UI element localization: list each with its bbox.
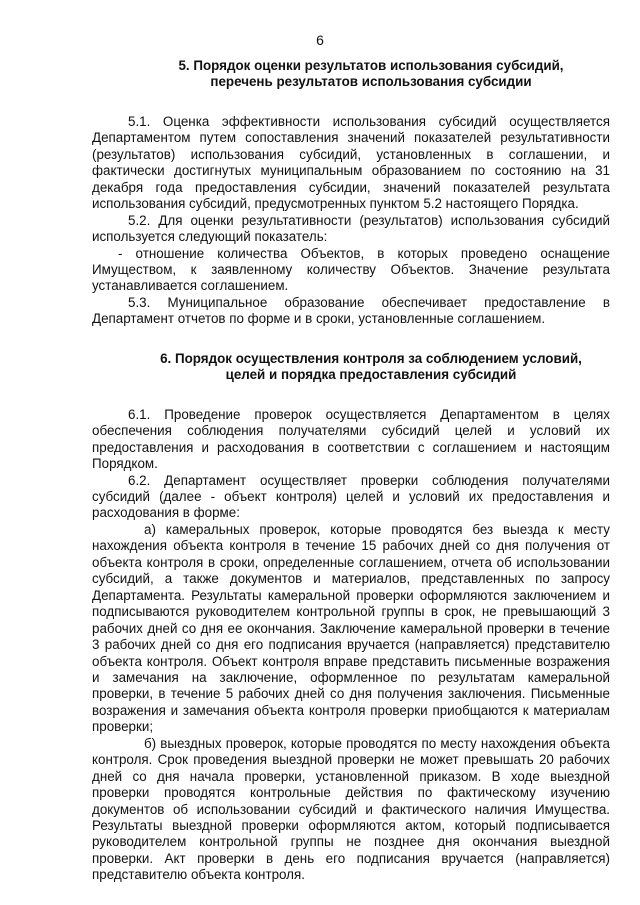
- document-body: [92, 58, 610, 884]
- section-5-heading-line-1: 5. Порядок оценки результатов использования субсидий,: [178, 58, 564, 73]
- paragraph-5-2: 5.2. Для оценки результативности (результатов) использования субсидий используется следующий показатель:: [92, 212, 610, 245]
- paragraph-6-2-b: б) выездных проверок, которые проводятся по месту нахождения объекта контроля. Срок проведения выездной проверки не может превышать 20 рабочих дней со дня начала проверки, установленной приказом. В ходе выездной проверки проводятся контрольные действия по фактическому изучению документов об использовании субсидий и фактического наличия Имущества. Результаты выездной проверки оформляются актом, который подписывается руководителем контрольной группы не позднее дня окончания выездной проверки. Акт проверки в день его подписания вручается (направляется) представителю объекта контроля.: [92, 735, 610, 883]
- paragraph-6-2-a: а) камеральных проверок, которые проводятся без выезда к месту нахождения объекта контроля в течение 15 рабочих дней со дня получения от объекта контроля в сроки, определенные соглашением, отчета об использовании субсидий, а также документов и материалов, представленных по запросу Департамента. Результаты камеральной проверки оформляются заключением и подписываются руководителем контрольной группы в срок, не превышающий 3 рабочих дней со дня ее окончания. Заключение камеральной проверки в течение 3 рабочих дней со дня его подписания вручается (направляется) представителю объекта контроля. Объект контроля вправе представить письменные возражения и замечания на заключение, оформленное по результатам камеральной проверки, в течение 5 рабочих дней со дня получения заключения. Письменные возражения и замечания объекта контроля проверки приобщаются к материалам проверки;: [92, 521, 610, 735]
- section-6-heading: [92, 351, 610, 384]
- paragraph-5-3: 5.3. Муниципальное образование обеспечивает предоставление в Департамент отчетов по форме и в сроки, установленные соглашением.: [92, 294, 610, 327]
- paragraph-6-2: 6.2. Департамент осуществляет проверки соблюдения получателями субсидий (далее - объект контроля) целей и условий их предоставления и расходования в форме:: [92, 472, 610, 521]
- page-number: 6: [316, 32, 324, 48]
- section-6-heading-line-1: 6. Порядок осуществления контроля за соблюдением условий,: [160, 350, 582, 366]
- section-5-heading-line-2: перечень результатов использования субсидии: [210, 74, 532, 90]
- paragraph-6-1: 6.1. Проведение проверок осуществляется Департаментом в целях обеспечения соблюдения получателями субсидий целей и условий их предоставления и расходования в соответствии с соглашением и настоящим Порядком.: [92, 406, 610, 472]
- section-6-heading-line-2: целей и порядка предоставления субсидий: [225, 367, 517, 383]
- paragraph-5-2-indicator: - отношение количества Объектов, в которых проведено оснащение Имуществом, к заявленному количеству Объектов. Значение результата устанавливается соглашением.: [92, 245, 610, 294]
- paragraph-5-1: 5.1. Оценка эффективности использования субсидий осуществляется Департаментом путем сопоставления значений показателей результативности (результатов) использования субсидий, установленных в соглашении, и фактически достигнутых муниципальным образованием по состоянию на 31 декабря года предоставления субсидии, значений показателей результата использования субсидий, предусмотренных пунктом 5.2 настоящего Порядка.: [92, 113, 610, 212]
- section-5-heading: [92, 58, 610, 91]
